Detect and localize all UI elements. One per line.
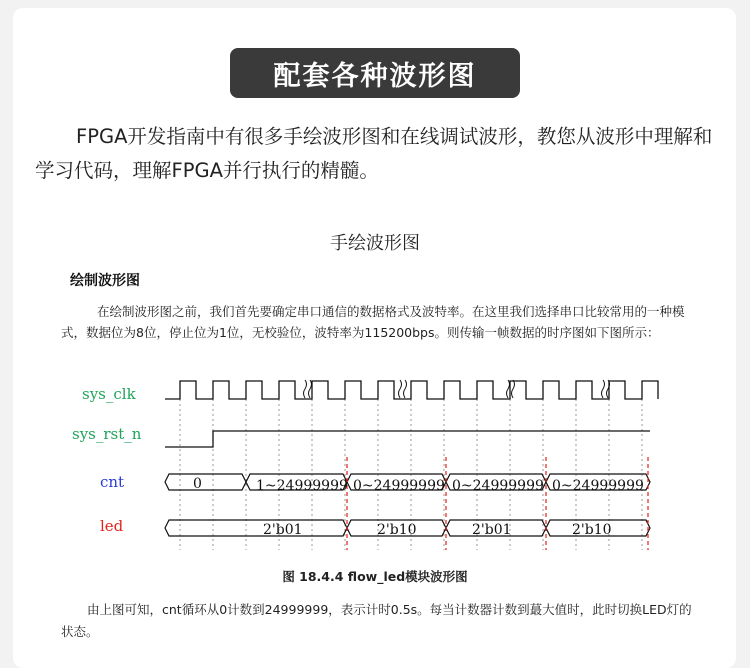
cnt-value: 0 <box>193 476 202 492</box>
cnt-value: 0~24999999 <box>452 478 544 494</box>
led-value: 2'b10 <box>377 522 417 538</box>
led-value: 2'b10 <box>572 522 612 538</box>
footer-paragraph: 由上图可知，cnt循环从0计数到24999999，表示计时0.5s。每当计数器计数到蕞大值时，此时切换LED灯的状态。 <box>61 602 692 639</box>
intro-paragraph: FPGA开发指南中有很多手绘波形图和在线调试波形，教您从波形中理解和学习代码，理解FPGA并行执行的精髓。 <box>35 125 713 182</box>
break-mark <box>404 380 407 398</box>
label-sys-clk: sys_clk <box>82 385 136 403</box>
break-mark <box>602 380 605 398</box>
sys-rst-n-wave <box>165 431 650 447</box>
break-mark <box>507 380 510 398</box>
break-mark <box>399 380 402 398</box>
timing-diagram-svg <box>60 375 660 555</box>
banner-title: 配套各种波形图 <box>230 48 520 98</box>
led-segment <box>165 520 347 536</box>
break-mark <box>304 380 307 398</box>
break-mark <box>512 380 515 398</box>
timing-diagram <box>60 375 660 559</box>
cnt-value: 0~24999999 <box>353 478 445 494</box>
label-cnt: cnt <box>100 473 125 491</box>
cnt-segment <box>165 474 246 490</box>
break-mark <box>309 380 312 398</box>
figure-caption: 图 18.4.4 flow_led模块波形图 <box>282 569 468 584</box>
cnt-value: 0~24999999 <box>552 478 644 494</box>
cnt-value: 1~24999999 <box>256 478 348 494</box>
label-sys-rst-n: sys_rst_n <box>72 425 142 443</box>
clk-trace <box>165 381 658 399</box>
led-value: 2'b01 <box>472 522 512 538</box>
label-led: led <box>100 517 124 535</box>
body-paragraph: 在绘制波形图之前，我们首先要确定串口通信的数据格式及波特率。在这里我们选择串口比较常用的一种模式，数据位为8位，停止位为1位，无校验位，波特率为115200bps。则传输一帧数据的时序图如下图所示： <box>61 304 685 340</box>
led-value: 2'b01 <box>263 522 303 538</box>
subheading: 绘制波形图 <box>70 273 140 289</box>
sys-clk-wave <box>165 380 658 399</box>
section-title: 手绘波形图 <box>330 233 420 254</box>
